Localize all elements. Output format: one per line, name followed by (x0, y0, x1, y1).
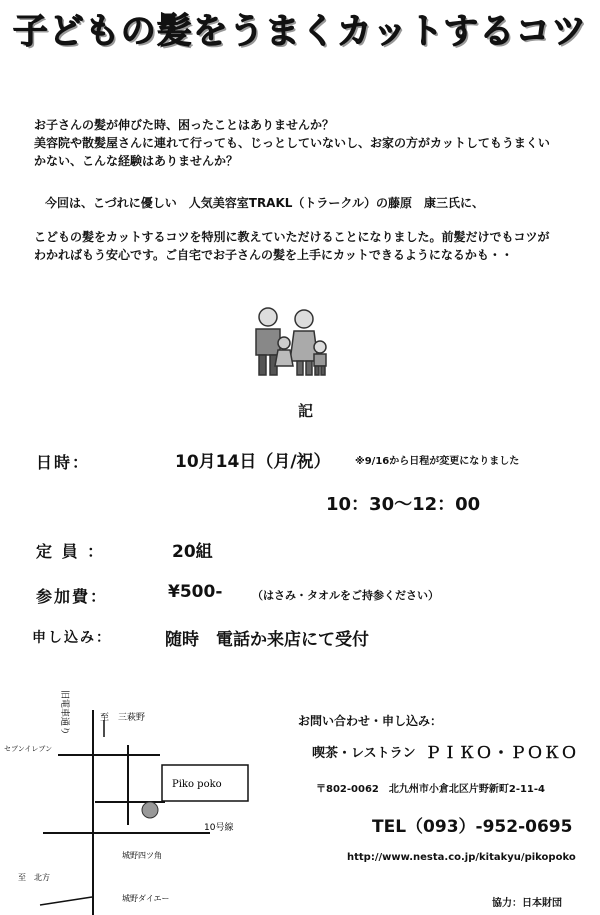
map-daiei: 城野ダイエー (122, 894, 170, 903)
fee-label: 参加費： (36, 587, 109, 606)
cooperation-credit: 協力：日本財団 (492, 898, 562, 909)
cafe-name: ＰＩＫＯ・ＰＯＫＯ (425, 743, 579, 762)
map-corner: 城野四ツ角 (122, 851, 162, 860)
shop-marker (142, 802, 158, 818)
intro-line: こどもの髪をカットするコツを特別に教えていただけることになりました。前髪だけでもコツが (34, 230, 550, 244)
map-seven-eleven: セブンイレブン (4, 745, 53, 753)
map-to-north: 至 北方 (18, 873, 50, 882)
access-map (0, 675, 290, 915)
date-label: 日時： (36, 453, 91, 472)
intro-line: かない、こんな経験はありませんか？ (34, 154, 239, 168)
intro-paragraph-1 (34, 116, 579, 170)
address: 〒802-0062 北九州市小倉北区片野新町2-11-4 (316, 784, 545, 795)
family-illustration (248, 303, 334, 379)
intro-line: お子さんの髪が伸びた時、困ったことはありませんか？ (34, 118, 335, 132)
fee-note: （はさみ・タオルをご持参ください） (252, 589, 439, 602)
capacity-label: 定 員 ： (36, 542, 106, 561)
intro-paragraph-3 (34, 228, 579, 264)
map-shop-label: Piko poko (172, 779, 222, 790)
phone-number: TEL（093）-952-0695 (372, 817, 573, 837)
note-heading: 記 (298, 402, 314, 420)
cafe-type: 喫茶・レストラン (312, 746, 416, 761)
intro-line: 美容院や散髪屋さんに連れて行っても、じっとしていないし、お家の方がカットしてもうまくい (34, 136, 550, 150)
capacity-value: 20組 (172, 542, 213, 562)
date-change-note: ※9/16から日程が変更になりました (355, 456, 520, 467)
map-arrow (40, 897, 92, 905)
map-route: 10号線 (204, 823, 234, 833)
apply-label: 申し込み： (32, 630, 112, 646)
inquiry-heading: お問い合わせ・申し込み： (298, 714, 443, 728)
fee-value: ¥500- (168, 582, 223, 602)
map-to-mikaze: 至 三萩野 (100, 713, 146, 723)
intro-paragraph-2: 今回は、こづれに優しい 人気美容室TRAKL（トラークル）の藤原 康三氏に、 (45, 196, 485, 210)
intro-line: わかればもう安心です。ご自宅でお子さんの髪を上手にカットできるようになるかも・・ (34, 248, 513, 262)
time-value: 10：30～12：00 (326, 494, 481, 515)
page-title: 子どもの髪をうまくカットするコツ (12, 12, 588, 52)
map-old-road: 旧電車通り (59, 690, 69, 736)
apply-value: 随時 電話か来店にて受付 (165, 630, 369, 650)
website-url: http://www.nesta.co.jp/kitakyu/pikopoko (347, 852, 576, 863)
date-value: 10月14日（月/祝） (175, 452, 331, 472)
